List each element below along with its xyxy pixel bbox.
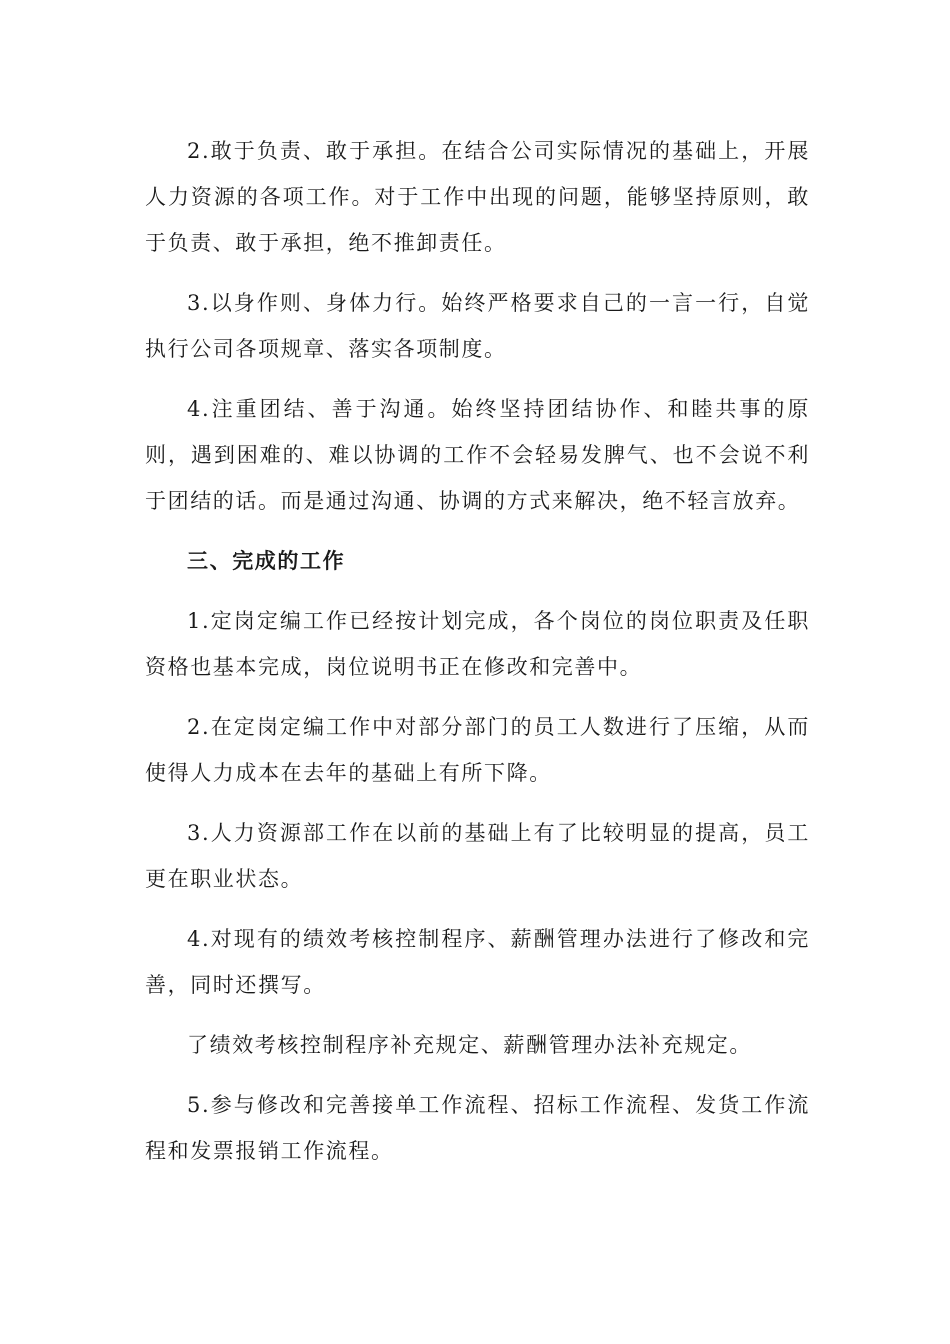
completed-item-3: 3.人力资源部工作在以前的基础上有了比较明显的提高，员工更在职业状态。 [145, 821, 810, 891]
completed-item-1: 1.定岗定编工作已经按计划完成，各个岗位的岗位职责及任职资格也基本完成，岗位说明书正在修改和完善中。 [145, 609, 810, 679]
completed-item-4-continued: 了绩效考核控制程序补充规定、薪酬管理办法补充规定。 [187, 1033, 752, 1057]
paragraph-lead-by-example: 3.以身作则、身体力行。始终严格要求自己的一言一行，自觉执行公司各项规章、落实各项制度。 [145, 291, 810, 361]
paragraph-responsibility: 2.敢于负责、敢于承担。在结合公司实际情况的基础上，开展人力资源的各项工作。对于工作中出现的问题，能够坚持原则，敢于负责、敢于承担，绝不推卸责任。 [145, 139, 810, 255]
document-body [145, 128, 810, 1188]
paragraph-unity-communication: 4.注重团结、善于沟通。始终坚持团结协作、和睦共事的原则，遇到困难的、难以协调的工作不会轻易发脾气、也不会说不利于团结的话。而是通过沟通、协调的方式来解决，绝不轻言放弃。 [145, 397, 810, 513]
completed-item-4: 4.对现有的绩效考核控制程序、薪酬管理办法进行了修改和完善，同时还撰写。 [145, 927, 810, 997]
completed-item-2: 2.在定岗定编工作中对部分部门的员工人数进行了压缩，从而使得人力成本在去年的基础上有所下降。 [145, 715, 810, 785]
section-heading: 三、完成的工作 [187, 549, 346, 573]
completed-item-5: 5.参与修改和完善接单工作流程、招标工作流程、发货工作流程和发票报销工作流程。 [145, 1093, 810, 1163]
